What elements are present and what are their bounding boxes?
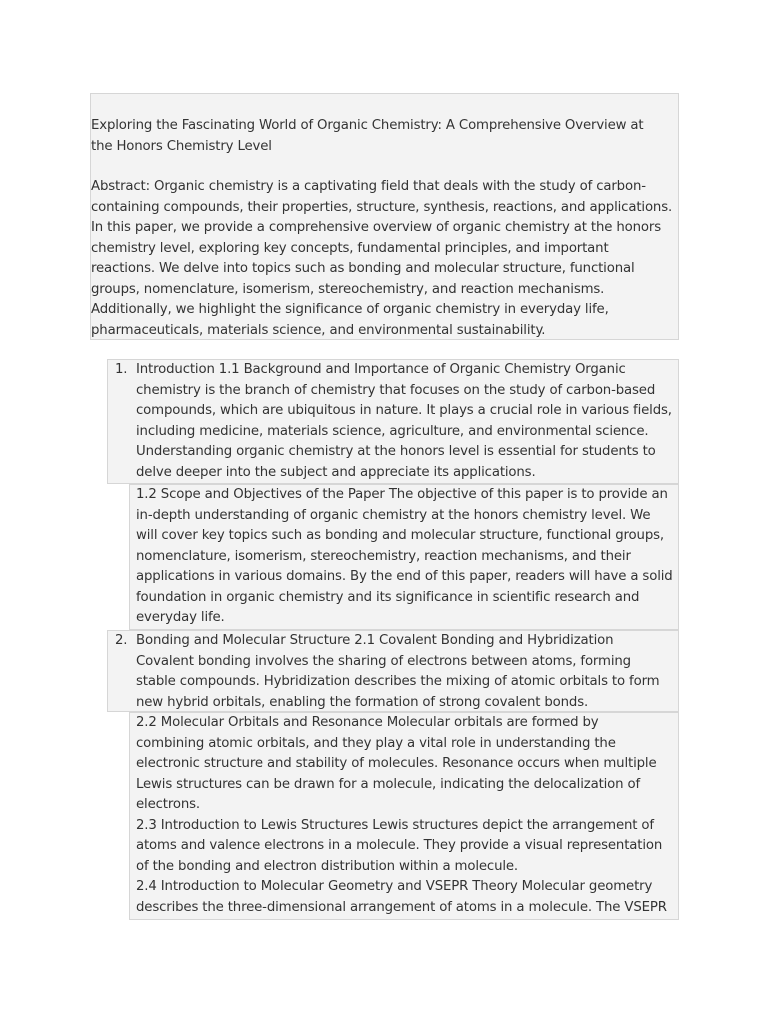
abstract-line: groups, nomenclature, isomerism, stereochemistry, and reaction mechanisms.: [91, 281, 605, 297]
section-2-bonding: [107, 630, 679, 712]
section-line: 1.2 Scope and Objectives of the Paper The objective of this paper is to provide an: [136, 487, 668, 502]
section-line: nomenclature, isomerism, stereochemistry, reaction mechanisms, and their: [136, 548, 631, 564]
section-line: applications in various domains. By the end of this paper, readers will have a solid: [136, 569, 673, 584]
section-line: Covalent bonding involves the sharing of electrons between atoms, forming: [136, 653, 631, 669]
section-line: atoms and valence electrons in a molecule. They provide a visual representation: [136, 838, 663, 853]
section-line: chemistry is the branch of chemistry that focuses on the study of carbon-based: [136, 382, 656, 398]
section-line: Understanding organic chemistry at the honors level is essential for students to: [136, 444, 656, 459]
section-line: delve deeper into the subject and appreciate its applications.: [136, 464, 536, 480]
section-line: compounds, which are ubiquitous in nature. It plays a crucial role in various fields,: [136, 403, 672, 418]
section-line: new hybrid orbitals, enabling the formation of strong covalent bonds.: [136, 694, 589, 710]
paper-title-line-2: the Honors Chemistry Level: [91, 138, 272, 154]
section-line: stable compounds. Hybridization describes the mixing of atomic orbitals to form: [136, 674, 660, 689]
section-line: Bonding and Molecular Structure 2.1 Covalent Bonding and Hybridization: [136, 633, 614, 648]
section-line: 2.4 Introduction to Molecular Geometry and VSEPR Theory Molecular geometry: [136, 879, 653, 894]
abstract-line: Abstract: Organic chemistry is a captivating field that deals with the study of carbon-: [91, 179, 646, 194]
section-line: electrons.: [136, 797, 200, 812]
abstract-line: chemistry level, exploring key concepts, fundamental principles, and important: [91, 240, 609, 256]
abstract-line: Additionally, we highlight the significance of organic chemistry in everyday life,: [91, 302, 609, 317]
section-line: 2.3 Introduction to Lewis Structures Lewis structures depict the arrangement of: [136, 817, 654, 833]
paper-title-line-1: Exploring the Fascinating World of Organic Chemistry: A Comprehensive Overview at: [91, 118, 644, 133]
abstract-line: containing compounds, their properties, structure, synthesis, reactions, and applications.: [91, 199, 673, 215]
section-line: foundation in organic chemistry and its significance in scientific research and: [136, 589, 640, 605]
list-number: 2.: [115, 633, 128, 648]
section-line: combining atomic orbitals, and they play a vital role in understanding the: [136, 735, 616, 751]
section-line: everyday life.: [136, 610, 225, 625]
section-2-subsections: [129, 712, 679, 920]
abstract-line: pharmaceuticals, materials science, and environmental sustainability.: [91, 322, 546, 338]
abstract-line: reactions. We delve into topics such as bonding and molecular structure, functional: [91, 261, 635, 276]
section-line: describes the three-dimensional arrangement of atoms in a molecule. The VSEPR: [136, 899, 667, 915]
section-line: electronic structure and stability of molecules. Resonance occurs when multiple: [136, 756, 657, 771]
section-line: including medicine, materials science, agriculture, and environmental science.: [136, 423, 649, 439]
section-line: of the bonding and electron distribution within a molecule.: [136, 858, 518, 874]
section-1-2-scope: [129, 484, 679, 630]
section-line: Lewis structures can be drawn for a molecule, indicating the delocalization of: [136, 776, 641, 792]
section-line: Introduction 1.1 Background and Importance of Organic Chemistry Organic: [136, 362, 626, 377]
section-line: will cover key topics such as bonding and molecular structure, functional groups,: [136, 528, 664, 543]
section-1-introduction: [107, 359, 679, 484]
list-number: 1.: [115, 362, 128, 377]
title-abstract-block: [90, 93, 679, 340]
section-line: 2.2 Molecular Orbitals and Resonance Molecular orbitals are formed by: [136, 715, 599, 730]
abstract-line: In this paper, we provide a comprehensive overview of organic chemistry at the honors: [91, 220, 661, 235]
section-line: in-depth understanding of organic chemistry at the honors chemistry level. We: [136, 507, 651, 523]
